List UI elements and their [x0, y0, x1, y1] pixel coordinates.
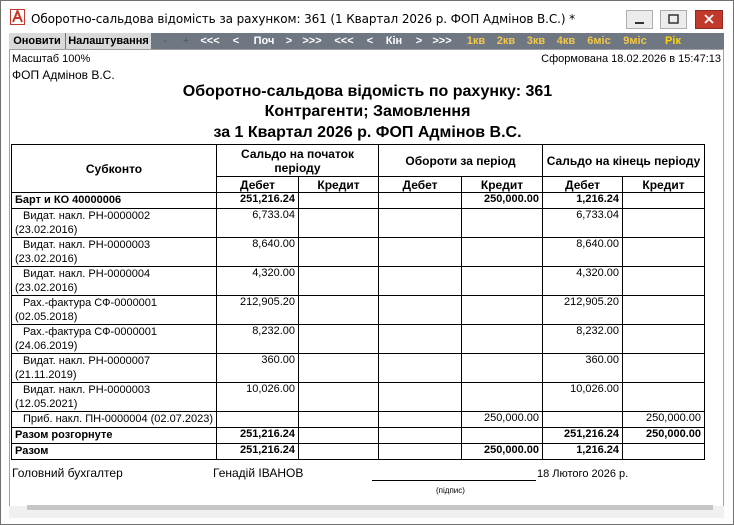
opening-debit-cell: 212,905.20: [217, 296, 299, 325]
subconto-name: Видат. накл. РН-0000002: [23, 210, 151, 222]
header-opening-credit: Кредит: [299, 177, 379, 193]
opening-credit-cell: [299, 296, 379, 325]
subconto-date: (02.05.2018): [15, 311, 78, 323]
balance-table: [11, 144, 705, 460]
window-title: Оборотно-сальдова відомість за рахунком: 361 (1 Квартал 2026 р. ФОП Адмінов В.С.) *: [31, 12, 576, 26]
close-button[interactable]: [695, 10, 723, 29]
opening-debit-cell: 4,320.00: [217, 267, 299, 296]
report-title-line3: за 1 Квартал 2026 р. ФОП Адмінов В.С.: [213, 124, 522, 141]
header-subconto: Субконто: [12, 145, 217, 193]
subconto-name: Видат. накл. РН-0000007: [23, 355, 151, 367]
table-row: [12, 193, 705, 209]
closing-credit-cell: 250,000.00: [623, 412, 705, 428]
turnover-debit-cell: [379, 444, 462, 460]
table-row: [12, 296, 705, 325]
period-q4-button[interactable]: 4кв: [556, 35, 576, 47]
header-turnover-debit: Дебет: [379, 177, 462, 193]
opening-credit-cell: [299, 238, 379, 267]
table-row: [12, 412, 705, 428]
table-body: [12, 193, 705, 460]
turnover-debit-cell: [379, 238, 462, 267]
report-page: [9, 49, 724, 512]
signature-name: Генадій ІВАНОВ: [213, 466, 304, 480]
company-name: ФОП Адмінов В.С.: [12, 68, 115, 82]
opening-credit-cell: [299, 354, 379, 383]
turnover-debit-cell: [379, 296, 462, 325]
subconto-name: Видат. накл. РН-0000003: [23, 239, 151, 251]
end-period-label[interactable]: Кін: [385, 35, 403, 47]
start-next-button[interactable]: >: [285, 35, 293, 47]
subconto-date: (23.02.2016): [15, 224, 78, 236]
turnover-debit-cell: [379, 412, 462, 428]
subconto-date: (21.11.2019): [15, 369, 77, 381]
opening-debit-cell: 8,640.00: [217, 238, 299, 267]
closing-credit-cell: [623, 325, 705, 354]
closing-credit-cell: [623, 267, 705, 296]
closing-debit-cell: 8,640.00: [543, 238, 623, 267]
closing-debit-cell: 212,905.20: [543, 296, 623, 325]
table-row: [12, 354, 705, 383]
turnover-debit-cell: [379, 428, 462, 444]
start-first-button[interactable]: <<<: [200, 35, 220, 47]
closing-credit-cell: 250,000.00: [623, 428, 705, 444]
report-title-line2: Контрагенти; Замовлення: [264, 103, 471, 120]
table-row: [12, 238, 705, 267]
closing-debit-cell: 6,733.04: [543, 209, 623, 238]
subconto-name: Рах.-фактура СФ-0000001: [23, 297, 158, 309]
end-next-button[interactable]: >: [415, 35, 423, 47]
opening-credit-cell: [299, 428, 379, 444]
title-bar[interactable]: [1, 1, 733, 32]
subconto-name: Разом: [15, 445, 49, 457]
turnover-debit-cell: [379, 267, 462, 296]
header-closing: Сальдо на кінець періоду: [543, 145, 705, 177]
table-row: [12, 209, 705, 238]
header-opening-debit: Дебет: [217, 177, 299, 193]
maximize-icon: [661, 11, 686, 28]
table-row: [12, 428, 705, 444]
subconto-cell: [12, 428, 217, 444]
app-icon: [10, 9, 25, 25]
opening-debit-cell: 6,733.04: [217, 209, 299, 238]
header-opening: Сальдо на початок періоду: [217, 145, 379, 177]
period-year-button[interactable]: Рік: [665, 35, 681, 47]
period-q3-button[interactable]: 3кв: [526, 35, 546, 47]
turnover-debit-cell: [379, 209, 462, 238]
subconto-name: Видат. накл. РН-0000003: [23, 384, 151, 396]
turnover-credit-cell: 250,000.00: [462, 444, 543, 460]
opening-credit-cell: [299, 383, 379, 412]
closing-credit-cell: [623, 193, 705, 209]
turnover-credit-cell: 250,000.00: [462, 412, 543, 428]
opening-credit-cell: [299, 412, 379, 428]
opening-credit-cell: [299, 444, 379, 460]
opening-credit-cell: [299, 325, 379, 354]
turnover-debit-cell: [379, 383, 462, 412]
turnover-credit-cell: [462, 296, 543, 325]
report-toolbar: [9, 33, 724, 49]
subconto-name: Видат. накл. РН-0000004: [23, 268, 151, 280]
turnover-debit-cell: [379, 193, 462, 209]
closing-debit-cell: 4,320.00: [543, 267, 623, 296]
header-closing-credit: Кредит: [623, 177, 705, 193]
horizontal-scrollbar-thumb[interactable]: [27, 505, 713, 510]
opening-debit-cell: 10,026.00: [217, 383, 299, 412]
closing-debit-cell: 1,216.24: [543, 193, 623, 209]
subconto-cell: [12, 193, 217, 209]
header-turnover-credit: Кредит: [462, 177, 543, 193]
opening-credit-cell: [299, 193, 379, 209]
settings-button[interactable]: Налаштування: [66, 33, 152, 49]
scale-label: Масштаб 100%: [12, 53, 91, 65]
subconto-name: Разом розгорнуте: [15, 429, 113, 441]
turnover-debit-cell: [379, 354, 462, 383]
opening-debit-cell: 8,232.00: [217, 325, 299, 354]
header-turnover: Обороти за період: [379, 145, 543, 177]
close-icon: [696, 11, 722, 28]
end-last-button[interactable]: >>>: [432, 35, 452, 47]
subconto-cell: [12, 354, 217, 383]
table-row: [12, 383, 705, 412]
turnover-debit-cell: [379, 325, 462, 354]
table-row: [12, 444, 705, 460]
closing-credit-cell: [623, 209, 705, 238]
opening-debit-cell: 251,216.24: [217, 444, 299, 460]
start-period-label[interactable]: Поч: [253, 35, 275, 47]
subconto-cell: [12, 267, 217, 296]
turnover-credit-cell: [462, 325, 543, 354]
zoom-in-button[interactable]: +: [182, 35, 190, 47]
subconto-cell: [12, 325, 217, 354]
start-last-button[interactable]: >>>: [302, 35, 322, 47]
report-title-line1: Оборотно-сальдова відомість по рахунку: 361: [182, 83, 553, 100]
subconto-date: (23.02.2016): [15, 282, 78, 294]
closing-debit-cell: 251,216.24: [543, 428, 623, 444]
zoom-out-button[interactable]: -: [163, 35, 167, 47]
refresh-button[interactable]: Оновити: [9, 33, 66, 49]
subconto-cell: [12, 444, 217, 460]
subconto-cell: [12, 296, 217, 325]
subconto-name: Рах.-фактура СФ-0000001: [23, 326, 158, 338]
turnover-credit-cell: [462, 428, 543, 444]
maximize-button[interactable]: [660, 10, 687, 29]
opening-debit-cell: [217, 412, 299, 428]
closing-debit-cell: [543, 412, 623, 428]
closing-debit-cell: 8,232.00: [543, 325, 623, 354]
turnover-credit-cell: [462, 354, 543, 383]
closing-credit-cell: [623, 296, 705, 325]
subconto-name: Барт и КО 40000006: [15, 194, 122, 206]
closing-credit-cell: [623, 444, 705, 460]
end-first-button[interactable]: <<<: [334, 35, 354, 47]
subconto-name: Приб. накл. ПН-0000004 (02.07.2023): [23, 413, 214, 425]
turnover-credit-cell: [462, 238, 543, 267]
signature-date: 18 Лютого 2026 р.: [537, 468, 629, 480]
header-closing-debit: Дебет: [543, 177, 623, 193]
opening-credit-cell: [299, 267, 379, 296]
turnover-credit-cell: [462, 209, 543, 238]
opening-debit-cell: 251,216.24: [217, 193, 299, 209]
opening-debit-cell: 360.00: [217, 354, 299, 383]
opening-debit-cell: 251,216.24: [217, 428, 299, 444]
period-q2-button[interactable]: 2кв: [496, 35, 516, 47]
period-9m-button[interactable]: 9міс: [623, 35, 647, 47]
header-row: [12, 145, 705, 177]
minimize-button[interactable]: [626, 10, 653, 29]
signature-role: Головний бухгалтер: [12, 466, 123, 480]
subconto-date: (12.05.2021): [15, 398, 78, 410]
closing-debit-cell: 1,216.24: [543, 444, 623, 460]
closing-debit-cell: 10,026.00: [543, 383, 623, 412]
signature-caption: (підпис): [436, 486, 465, 495]
closing-credit-cell: [623, 354, 705, 383]
end-prev-button[interactable]: <: [366, 35, 374, 47]
closing-debit-cell: 360.00: [543, 354, 623, 383]
period-q1-button[interactable]: 1кв: [466, 35, 486, 47]
turnover-credit-cell: [462, 267, 543, 296]
generated-timestamp: Сформована 18.02.2026 в 15:47:13: [541, 53, 721, 65]
opening-credit-cell: [299, 209, 379, 238]
turnover-credit-cell: 250,000.00: [462, 193, 543, 209]
subconto-cell: [12, 412, 217, 428]
minimize-icon: [627, 11, 652, 28]
table-row: [12, 267, 705, 296]
table-row: [12, 325, 705, 354]
subconto-cell: [12, 209, 217, 238]
period-6m-button[interactable]: 6міс: [587, 35, 611, 47]
subconto-cell: [12, 383, 217, 412]
turnover-credit-cell: [462, 383, 543, 412]
start-prev-button[interactable]: <: [232, 35, 240, 47]
closing-credit-cell: [623, 238, 705, 267]
signature-line: [372, 480, 536, 481]
closing-credit-cell: [623, 383, 705, 412]
subconto-cell: [12, 238, 217, 267]
subconto-date: (24.06.2019): [15, 340, 78, 352]
subconto-date: (23.02.2016): [15, 253, 78, 265]
